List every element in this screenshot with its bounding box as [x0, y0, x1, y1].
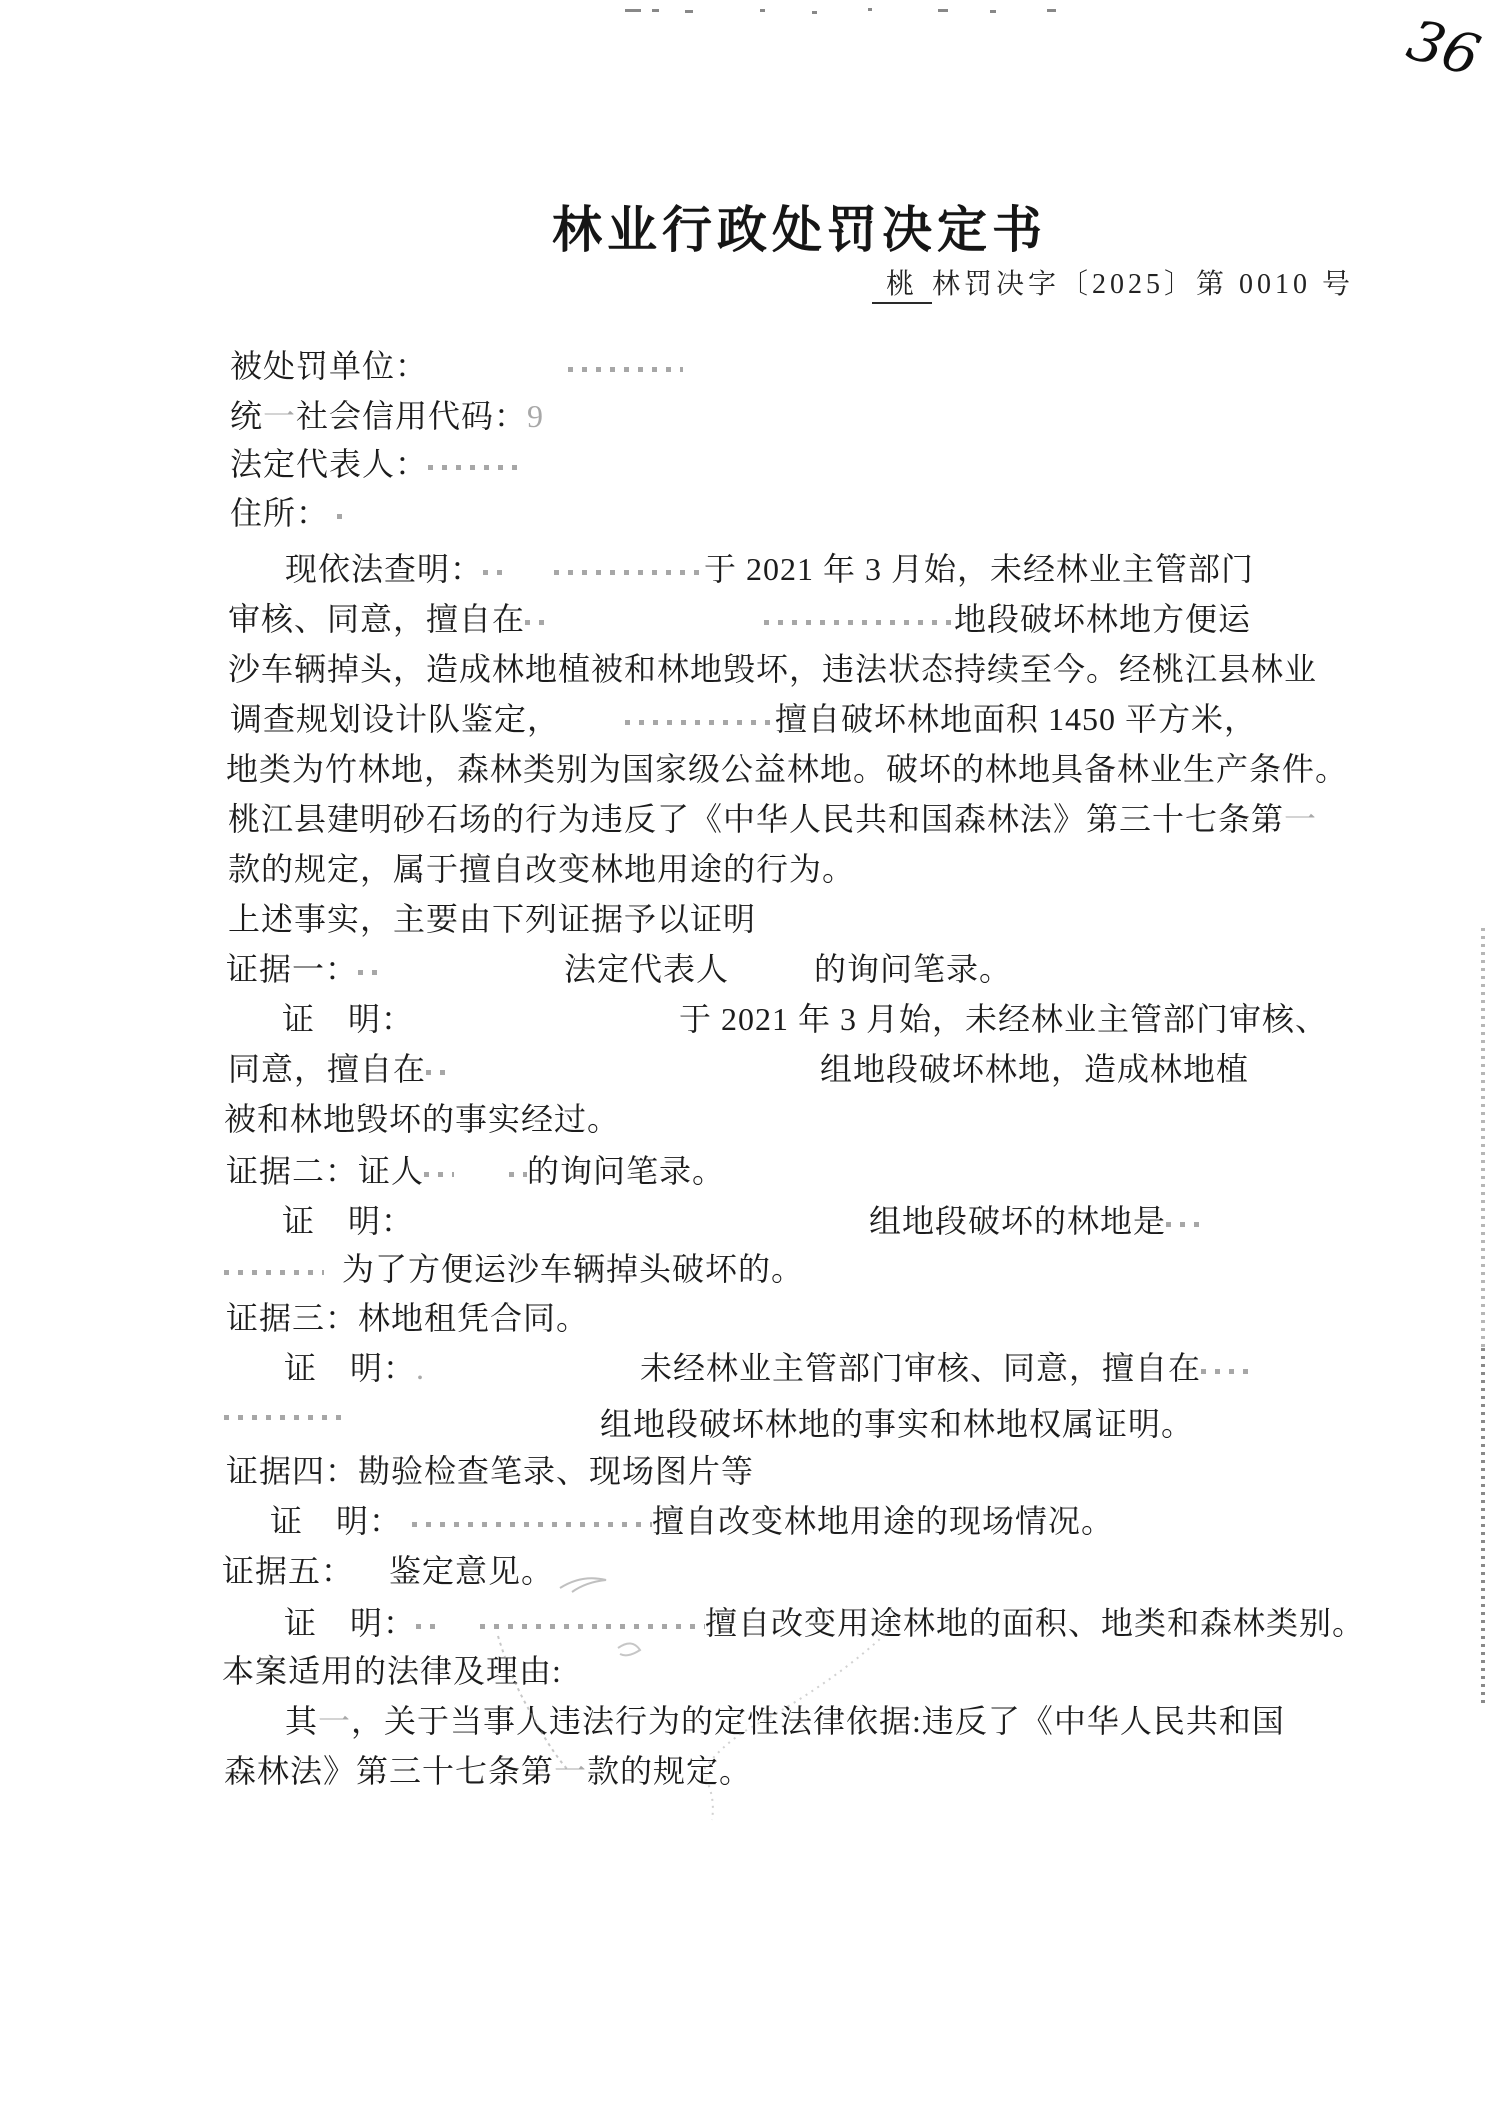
text-segment: 证 明： [284, 1350, 417, 1386]
text-segment: 擅自破坏林地面积 1450 平方米， [775, 701, 1258, 737]
document-line-5 [285, 553, 1254, 585]
document-line-2 [230, 400, 544, 432]
text-segment: 法定代表人 [564, 951, 730, 987]
scan-artifact [685, 10, 693, 13]
document-line-24 [226, 1455, 754, 1487]
text-segment: 的询问笔录。 [527, 1153, 726, 1189]
document-line-25 [270, 1505, 1114, 1537]
text-segment: 证据四：勘验检查笔录、现场图片等 [226, 1453, 755, 1489]
document-line-22 [224, 1398, 344, 1430]
faint-text-segment: 一 [318, 1703, 352, 1739]
document-line-20 [226, 1302, 589, 1334]
text-segment: 证据五： [222, 1553, 355, 1589]
document-line-9 [226, 753, 1348, 785]
document-line-27 [284, 1607, 1365, 1639]
text-segment: 社会信用代码： [296, 398, 528, 434]
redaction-ghost-marks [426, 1070, 450, 1075]
document-line-28 [222, 1655, 562, 1687]
text-segment: 地类为竹林地，森林类别为国家级公益林地。破坏的林地具备林业生产条件。 [226, 751, 1349, 787]
handwritten-page-number: 36 [1400, 7, 1487, 90]
faint-text-segment: 一 [554, 1753, 588, 1789]
faint-text-segment: . [416, 1350, 426, 1386]
text-segment: 擅自改变林地用途的现场情况。 [652, 1503, 1115, 1539]
document-line-17 [226, 1155, 725, 1187]
redaction-ghost-marks [483, 570, 509, 575]
scan-artifact-edge [1481, 928, 1485, 1348]
text-segment: 鉴定意见。 [389, 1553, 555, 1589]
document-line-8 [230, 703, 1257, 735]
scan-artifact [652, 9, 659, 12]
text-segment: 组地段破坏林地的事实和林地权属证明。 [600, 1406, 1195, 1442]
text-segment: 证据一： [226, 951, 359, 987]
document-number-region: 桃 [872, 262, 932, 304]
document-line-11 [228, 853, 855, 885]
redaction-ghost-marks [224, 1415, 344, 1420]
scan-artifact [868, 8, 872, 11]
redaction-ghost-marks [480, 1624, 705, 1629]
text-segment: 为了方便运沙车辆掉头破坏的。 [342, 1251, 805, 1287]
faint-text-segment: 9 [527, 398, 545, 434]
redaction-ghost-marks [1166, 1222, 1208, 1227]
text-segment: 组地段破坏林地，造成林地植 [820, 1051, 1250, 1087]
text-segment: 证 明： [282, 1203, 415, 1239]
document-number-rest: 林罚决字〔2025〕第 0010 号 [932, 269, 1355, 300]
redaction-ghost-marks [337, 514, 351, 519]
redaction-ghost-marks [568, 367, 683, 372]
faint-text-segment: 一 [263, 398, 297, 434]
redaction-ghost-marks [625, 720, 775, 725]
text-segment: 住所： [230, 495, 330, 531]
document-line-10 [228, 803, 1317, 835]
redaction-ghost-marks [358, 970, 384, 975]
text-segment: 统 [230, 398, 264, 434]
document-line-6 [228, 603, 1251, 635]
scan-artifact-edge [1481, 1348, 1485, 1708]
scan-artifact [625, 9, 641, 12]
text-segment: 证 明： [282, 1001, 415, 1037]
text-segment: 组地段破坏的林地是 [869, 1203, 1167, 1239]
text-segment: 擅自改变用途林地的面积、地类和森林类别。 [705, 1605, 1366, 1641]
document-line-7 [228, 653, 1317, 685]
text-segment: 证 明： [270, 1503, 403, 1539]
text-segment: 款的规定。 [587, 1753, 753, 1789]
text-segment: 审核、同意，擅自在 [228, 601, 526, 637]
document-line-23 [600, 1408, 1194, 1440]
text-segment: 上述事实，主要由下列证据予以证明 [228, 901, 757, 937]
scan-artifact [938, 9, 948, 12]
scan-artifact [1047, 9, 1056, 12]
scan-artifact [812, 11, 817, 14]
redaction-ghost-marks [1201, 1369, 1251, 1374]
redaction-ghost-marks [509, 1172, 527, 1177]
redaction-ghost-marks [525, 620, 549, 625]
text-segment: 证据二：证人 [226, 1153, 425, 1189]
document-line-4 [230, 497, 351, 529]
text-segment: 现依法查明： [285, 551, 484, 587]
document-line-1 [230, 350, 683, 382]
faint-text-segment: 一 [1284, 801, 1318, 837]
text-segment: 地段破坏林地方便运 [954, 601, 1252, 637]
text-segment: 的询问笔录。 [814, 951, 1013, 987]
text-segment: 调查规划设计队鉴定， [230, 701, 561, 737]
document-line-15 [228, 1053, 1249, 1085]
document-line-30 [224, 1755, 752, 1787]
document-line-18 [282, 1205, 1208, 1237]
text-segment: 证 明： [284, 1605, 417, 1641]
document-title: 林业行政处罚决定书 [552, 202, 1047, 258]
text-segment: 被和林地毁坏的事实经过。 [224, 1101, 621, 1137]
text-segment: 同意，擅自在 [228, 1051, 427, 1087]
document-line-16 [224, 1103, 620, 1135]
text-segment: 未经林业主管部门审核、同意，擅自在 [640, 1350, 1202, 1386]
redaction-ghost-marks [416, 1624, 440, 1629]
document-line-12 [228, 903, 756, 935]
redaction-ghost-marks [224, 1270, 324, 1275]
redaction-ghost-marks [554, 570, 704, 575]
text-segment: 沙车辆掉头，造成林地植被和林地毁坏，违法状态持续至今。经桃江县林业 [228, 651, 1318, 687]
text-segment: ，关于当事人违法行为的定性法律依据:违反了《中华人民共和国 [351, 1703, 1285, 1739]
redaction-ghost-marks [428, 465, 523, 470]
document-line-21 [284, 1352, 1251, 1384]
redaction-ghost-marks [412, 1522, 652, 1527]
document-line-19 [224, 1253, 804, 1285]
text-segment: 本案适用的法律及理由: [222, 1653, 562, 1689]
redaction-ghost-marks [424, 1172, 454, 1177]
scan-artifact [760, 9, 765, 12]
scan-artifact [990, 10, 996, 13]
text-segment: 于 2021 年 3 月始，未经林业主管部门 [704, 551, 1255, 587]
text-segment: 法定代表人： [230, 446, 429, 482]
document-line-14 [282, 1003, 1328, 1035]
document-line-3 [230, 448, 523, 480]
document-line-29 [285, 1705, 1285, 1737]
text-segment: 证据三：林地租凭合同。 [226, 1300, 590, 1336]
text-segment: 森林法》第三十七条第 [224, 1753, 555, 1789]
text-segment: 于 2021 年 3 月始，未经林业主管部门审核、 [679, 1001, 1329, 1037]
document-number [872, 262, 1354, 304]
redaction-ghost-marks [764, 620, 954, 625]
document-line-26 [222, 1555, 554, 1587]
text-segment: 被处罚单位： [230, 348, 429, 384]
document-line-13 [226, 953, 1012, 985]
text-segment: 桃江县建明砂石场的行为违反了《中华人民共和国森林法》第三十七条第 [228, 801, 1285, 837]
text-segment: 其 [285, 1703, 319, 1739]
text-segment: 款的规定，属于擅自改变林地用途的行为。 [228, 851, 856, 887]
